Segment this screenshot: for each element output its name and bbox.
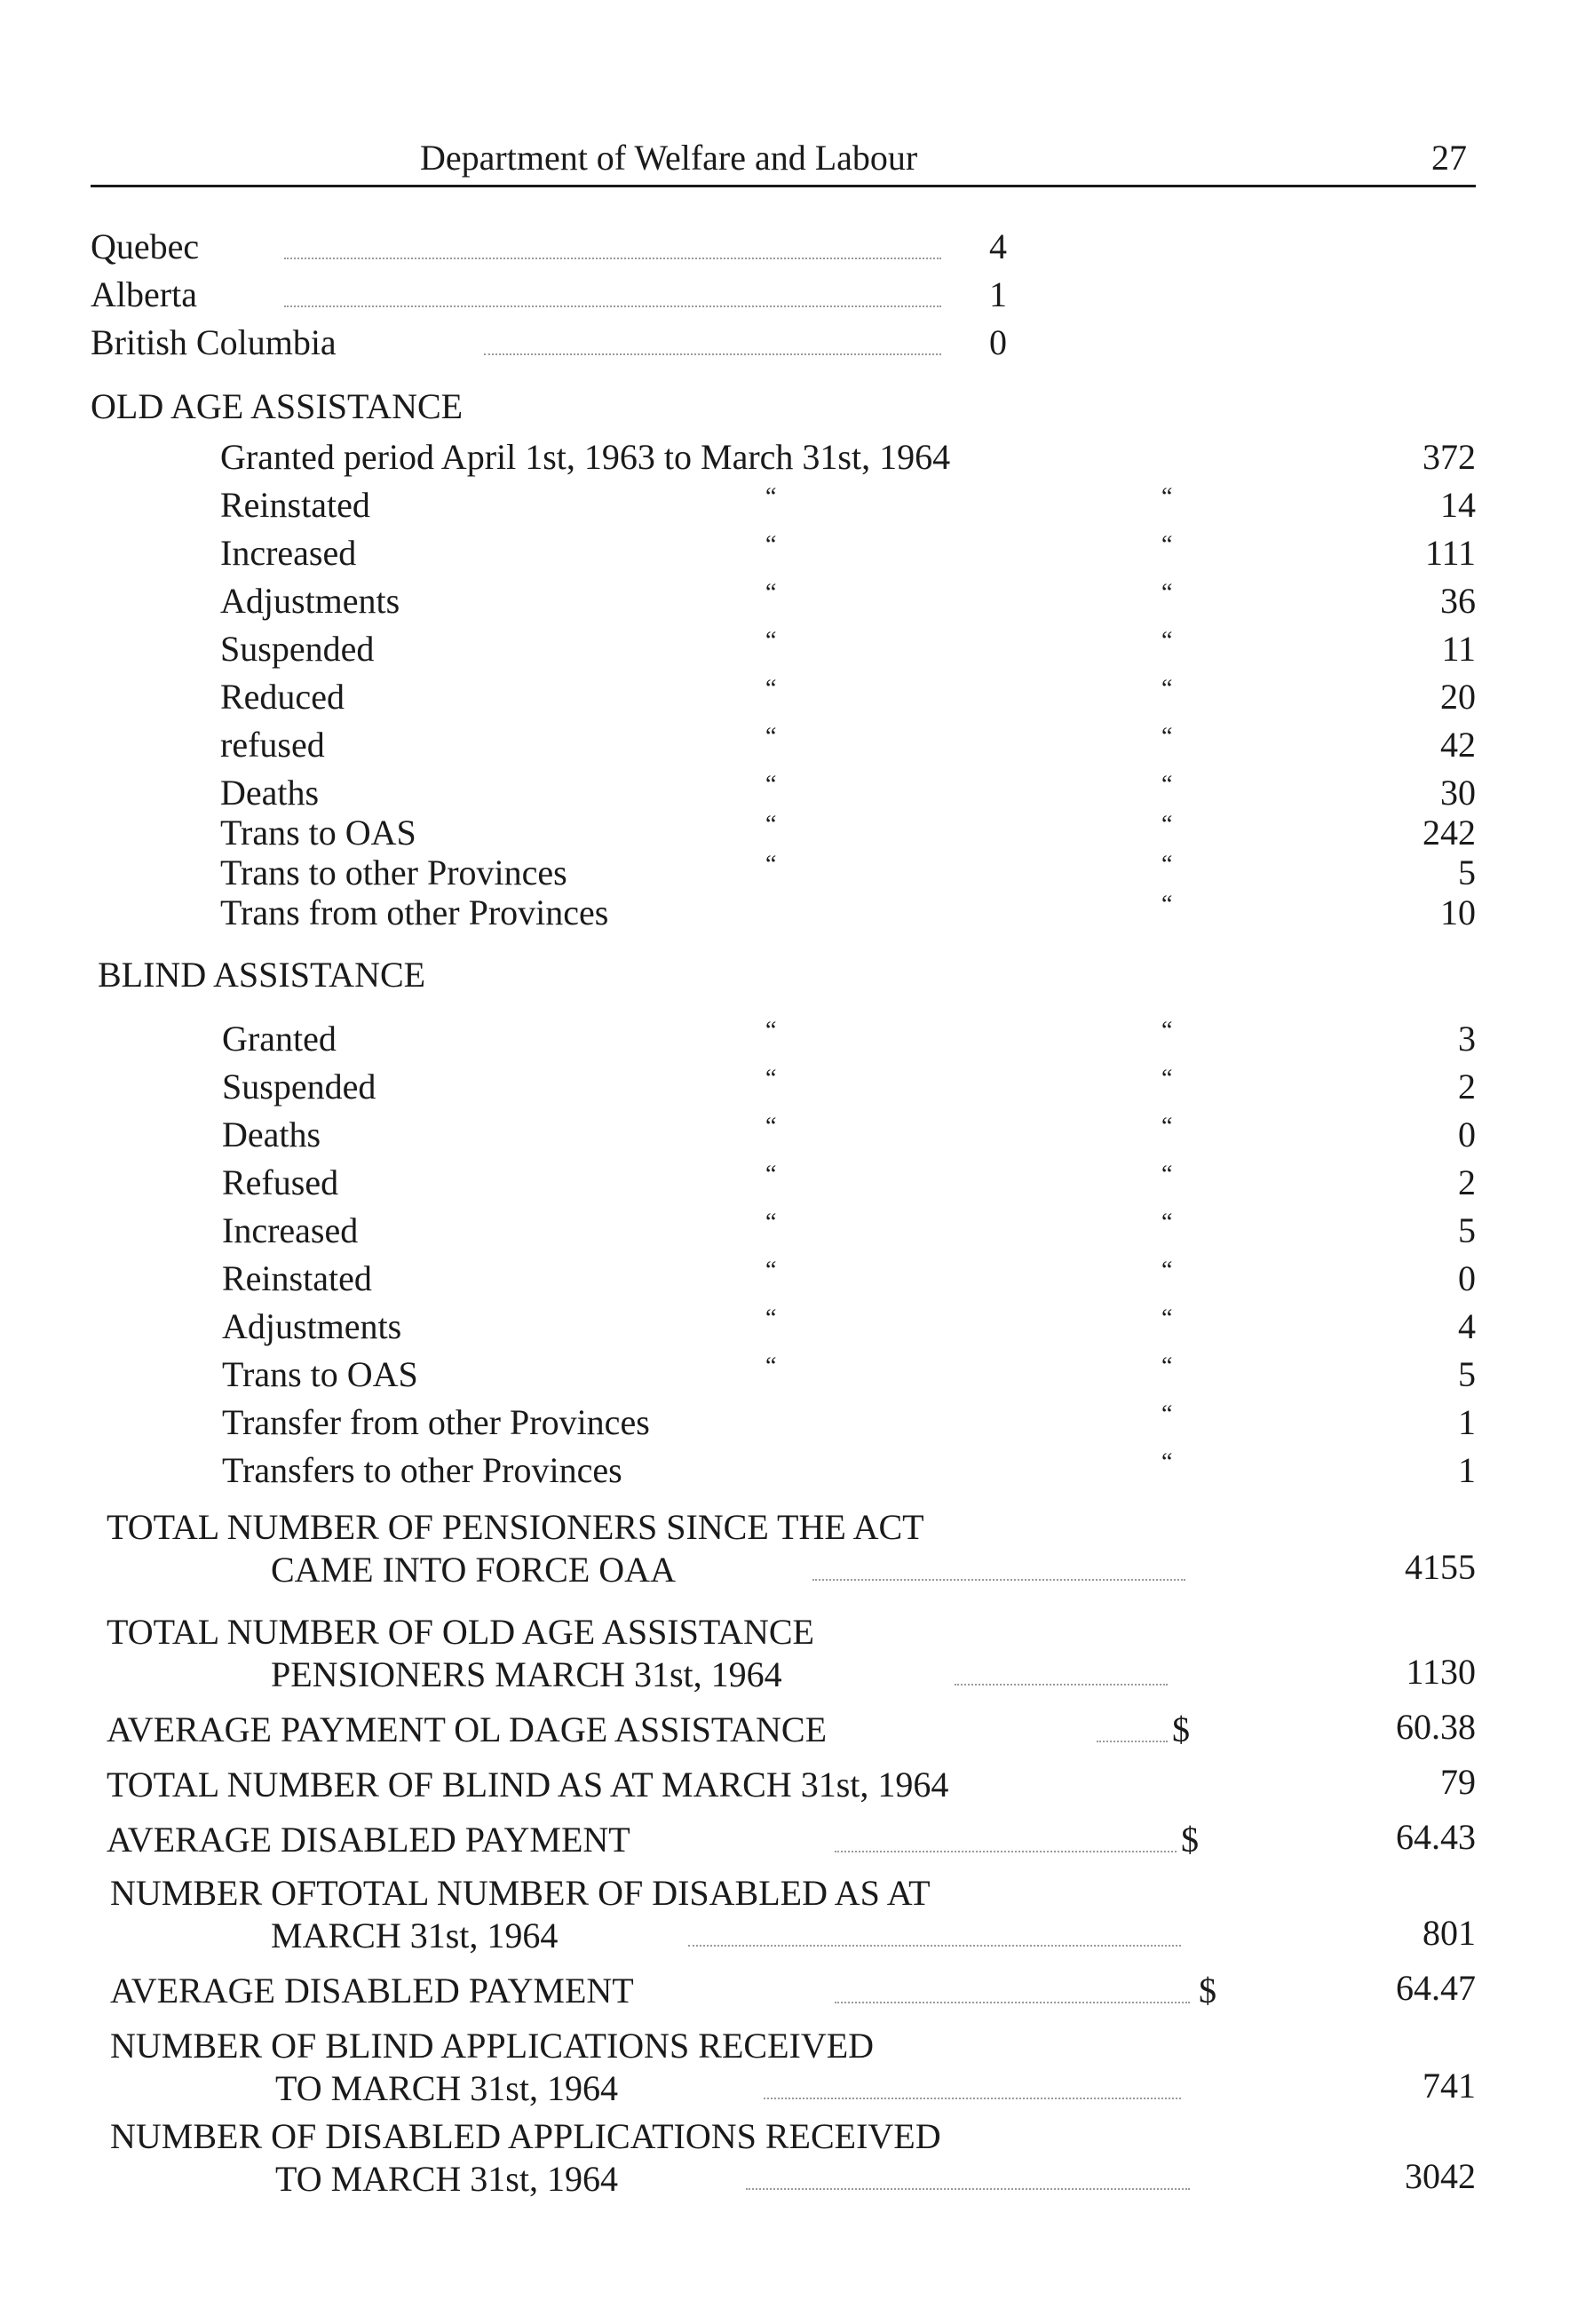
oaa-row-label: Suspended	[220, 629, 375, 669]
ditto-mark: “	[765, 579, 778, 607]
blind-row-label: Transfers to other Provinces	[222, 1450, 622, 1490]
blind-row-label: Reinstated	[222, 1258, 372, 1298]
total-value: 3042	[1405, 2156, 1476, 2196]
oaa-row-value: 14	[1440, 485, 1476, 525]
ditto-mark: “	[1161, 1352, 1174, 1380]
ditto-mark: “	[1161, 1065, 1174, 1092]
ditto-mark: “	[765, 811, 778, 838]
ditto-mark: “	[765, 1017, 778, 1044]
ditto-mark: “	[1161, 1209, 1174, 1236]
oaa-row-label: Trans to other Provinces	[220, 853, 567, 892]
ditto-mark: “	[1161, 1113, 1174, 1140]
oaa-row-label: Increased	[220, 533, 357, 573]
total-label-line2: PENSIONERS MARCH 31st, 1964	[271, 1654, 782, 1694]
province-value: 1	[989, 274, 1007, 314]
oaa-row-value: 5	[1458, 853, 1476, 892]
leader-dots	[835, 1851, 1177, 1852]
blind-row-label: Adjustments	[222, 1306, 402, 1346]
blind-row-value: 2	[1458, 1162, 1476, 1202]
oaa-row-label: Adjustments	[220, 581, 400, 621]
blind-row-value: 3	[1458, 1019, 1476, 1059]
total-label-line1: NUMBER OF DISABLED APPLICATIONS RECEIVED	[110, 2116, 941, 2156]
leader-dots	[764, 2098, 1181, 2099]
total-label-line2: CAME INTO FORCE OAA	[271, 1550, 676, 1590]
total-label-line1: TOTAL NUMBER OF BLIND AS AT MARCH 31st, 1964	[107, 1765, 949, 1804]
oaa-row-value: 20	[1440, 677, 1476, 717]
blind-row-label: Granted	[222, 1019, 337, 1059]
blind-row-label: Suspended	[222, 1067, 376, 1106]
header-rule	[91, 185, 1476, 187]
province-value: 0	[989, 322, 1007, 362]
oaa-row-value: 10	[1440, 892, 1476, 932]
ditto-mark: “	[1161, 1448, 1174, 1476]
ditto-mark: “	[765, 1257, 778, 1284]
ditto-mark: “	[1161, 483, 1174, 511]
blind-row-label: Transfer from other Provinces	[222, 1402, 650, 1442]
total-label-line2: MARCH 31st, 1964	[271, 1916, 559, 1955]
oaa-row-value: 242	[1422, 813, 1476, 853]
ditto-mark: “	[1161, 811, 1174, 838]
ditto-mark: “	[765, 1161, 778, 1188]
total-label-line1: TOTAL NUMBER OF PENSIONERS SINCE THE ACT	[107, 1507, 924, 1547]
ditto-mark: “	[1161, 675, 1174, 702]
total-value: 60.38	[1396, 1707, 1476, 1747]
ditto-mark: “	[765, 1305, 778, 1332]
oaa-row-value: 372	[1422, 437, 1476, 477]
oaa-row-value: 111	[1424, 533, 1476, 573]
blind-row-label: Trans to OAS	[222, 1354, 418, 1394]
ditto-mark: “	[765, 675, 778, 702]
blind-row-value: 2	[1458, 1067, 1476, 1106]
total-value: 1130	[1406, 1652, 1476, 1692]
oaa-row-label: Granted period April 1st, 1963 to March 31st, 1964	[220, 437, 951, 477]
province-value: 4	[989, 226, 1007, 266]
oaa-row-value: 11	[1441, 629, 1476, 669]
total-value: 79	[1440, 1762, 1476, 1802]
total-label-line1: AVERAGE PAYMENT OL DAGE ASSISTANCE	[107, 1709, 827, 1749]
currency-sign: $	[1199, 1971, 1216, 2011]
total-label-line1: AVERAGE DISABLED PAYMENT	[107, 1820, 630, 1860]
leader-dots	[284, 258, 941, 259]
oaa-row-label: Trans from other Provinces	[220, 892, 609, 932]
total-label-line2: TO MARCH 31st, 1964	[275, 2159, 618, 2199]
ditto-mark: “	[765, 723, 778, 750]
leader-dots	[955, 1684, 1168, 1685]
ditto-mark: “	[1161, 771, 1174, 798]
ditto-mark: “	[765, 1209, 778, 1236]
oaa-row-value: 36	[1440, 581, 1476, 621]
total-label-line1: NUMBER OF BLIND APPLICATIONS RECEIVED	[110, 2026, 875, 2066]
total-value: 801	[1422, 1913, 1476, 1953]
page-number: 27	[1431, 138, 1467, 178]
leader-dots	[484, 353, 941, 355]
ditto-mark: “	[765, 851, 778, 878]
ditto-mark: “	[1161, 531, 1174, 559]
total-label-line1: AVERAGE DISABLED PAYMENT	[110, 1971, 634, 2011]
oaa-row-label: refused	[220, 725, 325, 765]
oaa-row-value: 42	[1440, 725, 1476, 765]
blind-row-value: 0	[1458, 1114, 1476, 1154]
total-value: 4155	[1405, 1547, 1476, 1587]
blind-row-value: 1	[1458, 1450, 1476, 1490]
blind-row-value: 5	[1458, 1354, 1476, 1394]
leader-dots	[835, 2002, 1190, 2003]
ditto-mark: “	[1161, 1017, 1174, 1044]
total-value: 64.47	[1396, 1968, 1476, 2008]
ditto-mark: “	[1161, 1161, 1174, 1188]
currency-sign: $	[1181, 1820, 1199, 1860]
leader-dots	[284, 305, 941, 307]
ditto-mark: “	[765, 1352, 778, 1380]
currency-sign: $	[1172, 1709, 1190, 1749]
leader-dots	[1097, 1741, 1168, 1742]
total-label-line1: NUMBER OFTOTAL NUMBER OF DISABLED AS AT	[110, 1873, 931, 1913]
leader-dots	[746, 2188, 1190, 2190]
blind-row-label: Refused	[222, 1162, 339, 1202]
oaa-row-value: 30	[1440, 773, 1476, 813]
blind-row-label: Increased	[222, 1210, 359, 1250]
leader-dots	[688, 1945, 1181, 1947]
blind-row-value: 5	[1458, 1210, 1476, 1250]
total-value: 64.43	[1396, 1817, 1476, 1857]
province-label: British Columbia	[91, 322, 337, 362]
ditto-mark: “	[1161, 627, 1174, 654]
blind-row-value: 1	[1458, 1402, 1476, 1442]
oaa-row-label: Deaths	[220, 773, 320, 813]
oaa-row-label: Trans to OAS	[220, 813, 416, 853]
section-heading-blind: BLIND ASSISTANCE	[98, 955, 426, 995]
ditto-mark: “	[765, 771, 778, 798]
ditto-mark: “	[765, 483, 778, 511]
ditto-mark: “	[765, 1113, 778, 1140]
ditto-mark: “	[765, 1065, 778, 1092]
ditto-mark: “	[1161, 851, 1174, 878]
leader-dots	[812, 1579, 1185, 1581]
blind-row-label: Deaths	[222, 1114, 321, 1154]
ditto-mark: “	[1161, 579, 1174, 607]
ditto-mark: “	[765, 627, 778, 654]
ditto-mark: “	[1161, 1257, 1174, 1284]
ditto-mark: “	[1161, 1400, 1174, 1428]
ditto-mark: “	[1161, 1305, 1174, 1332]
oaa-row-label: Reinstated	[220, 485, 370, 525]
province-label: Quebec	[91, 226, 200, 266]
page-header-title: Department of Welfare and Labour	[420, 138, 918, 178]
province-label: Alberta	[91, 274, 197, 314]
oaa-row-label: Reduced	[220, 677, 345, 717]
ditto-mark: “	[1161, 891, 1174, 918]
blind-row-value: 4	[1458, 1306, 1476, 1346]
ditto-mark: “	[765, 531, 778, 559]
section-heading-oaa: OLD AGE ASSISTANCE	[91, 386, 464, 426]
total-label-line2: TO MARCH 31st, 1964	[275, 2068, 618, 2108]
blind-row-value: 0	[1458, 1258, 1476, 1298]
ditto-mark: “	[1161, 723, 1174, 750]
total-label-line1: TOTAL NUMBER OF OLD AGE ASSISTANCE	[107, 1612, 814, 1652]
total-value: 741	[1422, 2066, 1476, 2106]
